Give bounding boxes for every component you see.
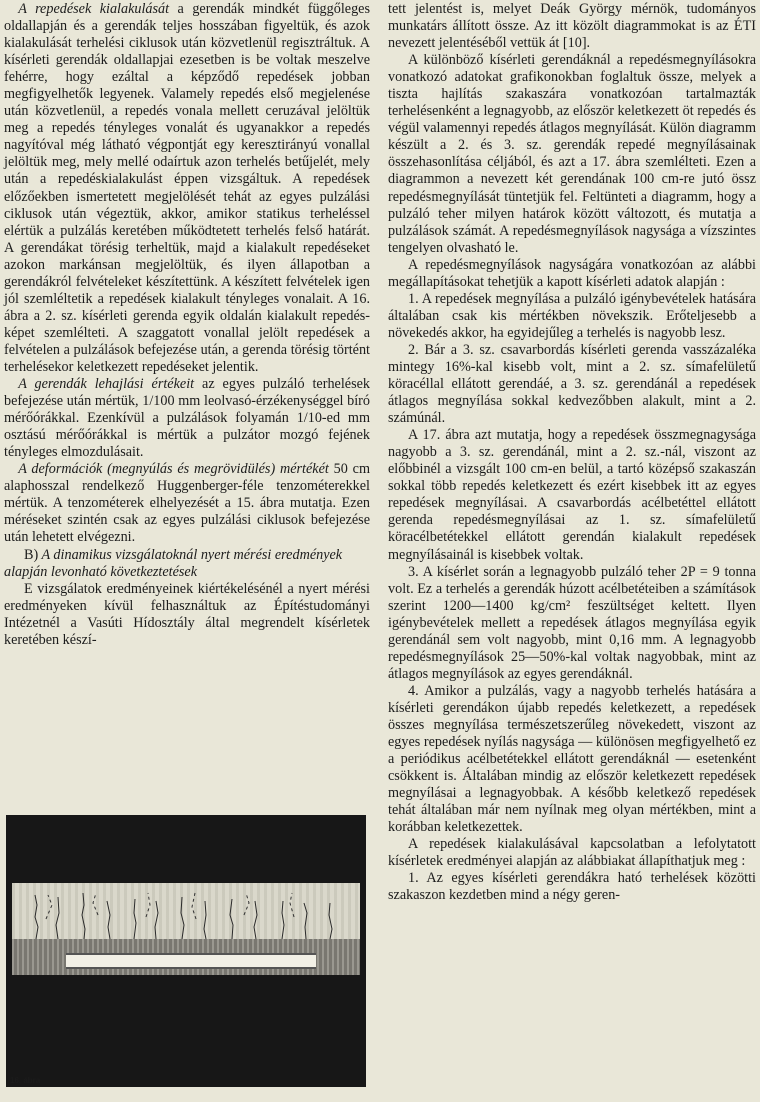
- paragraph-text: a gerendák mindkét függőleges oldallapján és a gerendák teljes hosszában figyeltük, és azok kialakulását terhelési ciklusok után közvetlenül regisztráltuk. A kísérleti gerendák oldallapjai ezesetben is be voltak meszelve fehérre, hogy ezáltal a képződő repedések jobban megfigyelhetők legyenek. Valamely repedés első megjelenése után közvetlenül, a repedés vonala mellett ceruzával jelöltük meg a repedés tényleges vonalát és ugyanakkor a repedés nagyítóval még látható végpontját egy keresztirányú vonallal jelöltük meg, mely mellé odaírtuk azon terhelés betűjelét, mely után a repedéskialakulást éppen vizsgáltuk. A repedések előzőekben ismertetett megjelölését tehát az egyes pulzálási ciklusok után végeztük, akkor, amikor statikus terheléssel elértük a pulzálás keretében működtetett terhelés felső határát. A gerendákat törésig terheltük, majd a kialakult repedéseket azokon markánsan megjelöltük, és ilyen állapotban a gerendákról felvételeket készítettünk. A készített felvételek igen jól szemléltetik a repedések kialakult tényleges vonalait. A 16. ábra a 2. sz. kísérleti gerenda egyik oldalán kialakult repedés-képet szemlélteti. A szaggatott vonallal jelölt repedések a felvételen a pulzálások befejezése után, a gerenda törésig történt terhelésekor keletkezett repedéseket jelentik.: [4, 1, 370, 375]
- paragraph-findings-intro: A repedésmegnyílások nagyságára vonatkozóan az alábbi megállapításokat tehetjük a kapott kísérleti adatok alapján :: [388, 256, 756, 290]
- paragraph-text: 50 cm alaphosszal rendelkező Huggenberger-féle tenzométerekkel mértük. A tenzométerek elhelyezését a 15. ábra mutatja. Ezen méréseket szintén csak az egyes pulzálási ciklusok befejezése után lehetett elvégezni.: [4, 461, 370, 546]
- list-item-4: 4. Amikor a pulzálás, vagy a nagyobb terhelés hatására a kísérleti gerendákon újabb repedés keletkezett, a repedések összes megnyílása természetszerűleg növekedett, viszont az egyes repedések nyílás nagysága — különösen megfigyelhető ez a periódikus acélbetétekkel ellátott gerendáknál — esetenként csökkent is. Általában mindig az először keletkezett repedések megnyílásai a legnagyobbak. A később keletkező repedések tehát általában már nem nyílnak meg olyan mértékben, mint a korábban keletkezettek.: [388, 682, 756, 836]
- section-number: B): [24, 546, 39, 563]
- list-item-1: 1. A repedések megnyílása a pulzáló igénybevételek hatására általában csak kis mértékben növekszik. Erőteljesebb a növekedés akkor, ha egyidejűleg a terhelés is nagyobb lesz.: [388, 290, 756, 341]
- section-title: A dinamikus vizsgálatoknál nyert mérési eredmények alapján levonható következtetések: [4, 546, 343, 580]
- paragraph-lead: A deformációk (megnyúlás és megrövidülés) mértékét: [18, 461, 329, 478]
- section-heading: [4, 547, 370, 581]
- paragraph-diagrams: A különböző kísérleti gerendáknál a repedésmegnyílásokra vonatkozó adatokat grafikonokban foglaltuk össze, melyek a tiszta hajlítás szakaszára vonatkozóan tartalmazták terhelésenként a legnagyobb, az először keletkezett öt repedés és végül valamennyi repedés átlagos megnyílását. Külön diagramm készült a 2. és 3. sz. gerendák repedé megnyílásainak összehasonlítása céljából, és azt a 17. ábra szemlélteti. Ezen a diagrammon a nevezett két gerendának 100 cm-re jutó össz repedésmegnyílását tüntetjük fel. Feltünteti a diagramm, hogy a pulzáló teher milyen határok között változott, és mutatja a pulzálások számát. A repedésmegnyílások nagysága a vízszintes tengelyen olvasható le.: [388, 52, 756, 256]
- right-column: [388, 1, 756, 904]
- paragraph-lead: A repedések kialakulását: [18, 1, 170, 17]
- paragraph-evaluation: E vizsgálatok eredményeinek kiértékelésénél a nyert mérési eredményeken kívül felhasználtuk az Építéstudományi Intézetnél a Vasúti Hídosztály által megrendelt kísérletek keretében készí-: [4, 580, 370, 648]
- paragraph-deflection: [4, 376, 370, 461]
- paragraph-text: az egyes pulzáló terhelések befejezése után mértük, 1/100 mm leolvasó-érzékenységgel bíró mérőórákkal. Ezenkívül a pulzálások folyamán 1/10-ed mm osztású mérőórákkal is mértük a pulzátor mozgó fejének tényleges elmozdulásait.: [4, 376, 370, 461]
- list-item-3: 3. A kísérlet során a legnagyobb pulzáló teher 2P = 9 tonna volt. Ez a terhelés a gerendák húzott acélbetéteiben a számítások szerint 1200—1400 kg/cm² feszültséget keltett. Ilyen igénybevételek mellett a repedések átlagos megnyílása egyik gerendánál sem volt nagyobb, mint 0,16 mm. A legnagyobb repedésmegnyílások 25—50%-kal voltak nagyobbak, mint az átlagos megnyílások az egyes gerendáknál.: [388, 563, 756, 682]
- list-item-2-continued: A 17. ábra azt mutatja, hogy a repedések összmegnagysága nagyobb a 3. sz. gerendánál, mint a 2. sz.-nál, viszont az előbbinél a vizsgált 100 cm-en belül, a tartó középső szakaszán sokkal több repedés keletkezett és ezért kisebbek itt az egyes repedések megnyílásai. A csavarbordás acélbetéttel ellátott gerenda repedésmegnyílásai az 1. sz. símafelületű köracélbetétekkel ellátott gerendán kialakult repedések megnyílásainál is kisebbek voltak.: [388, 427, 756, 563]
- figure-caption: 16. ábra: [10, 1076, 41, 1085]
- paragraph-crack-conclusions: A repedések kialakulásával kapcsolatban a lefolytatott kísérletek eredményei alapján az alábbiakat állapíthatjuk meg :: [388, 836, 756, 870]
- crack-pattern-graphic: [6, 815, 366, 1087]
- paragraph-deformation: [4, 461, 370, 546]
- list-item-5: 1. Az egyes kísérleti gerendákra ható terhelések közötti szakaszon kezdetben mind a négy geren-: [388, 870, 756, 904]
- figure-16-photo: [6, 815, 366, 1087]
- left-column: [4, 1, 370, 649]
- paragraph-continuation: tett jelentést is, melyet Deák György mérnök, tudományos munkatárs állított össze. Az itt közölt diagrammokat is az ÉTI nevezett jelentéséből vettük át [10].: [388, 1, 756, 52]
- list-item-2: 2. Bár a 3. sz. csavarbordás kísérleti gerenda vasszázaléka mintegy 16%-kal kisebb volt, mint a 2. sz. símafelületű köracéllal ellátott gerendáé, a 3. sz. gerendánál a repedések átlagos megnyílása sokkal kedvezőbben alakult, mint a 2. számúnál.: [388, 341, 756, 427]
- paragraph-crack-formation: [4, 1, 370, 376]
- paragraph-lead: A gerendák lehajlási értékeit: [18, 376, 195, 393]
